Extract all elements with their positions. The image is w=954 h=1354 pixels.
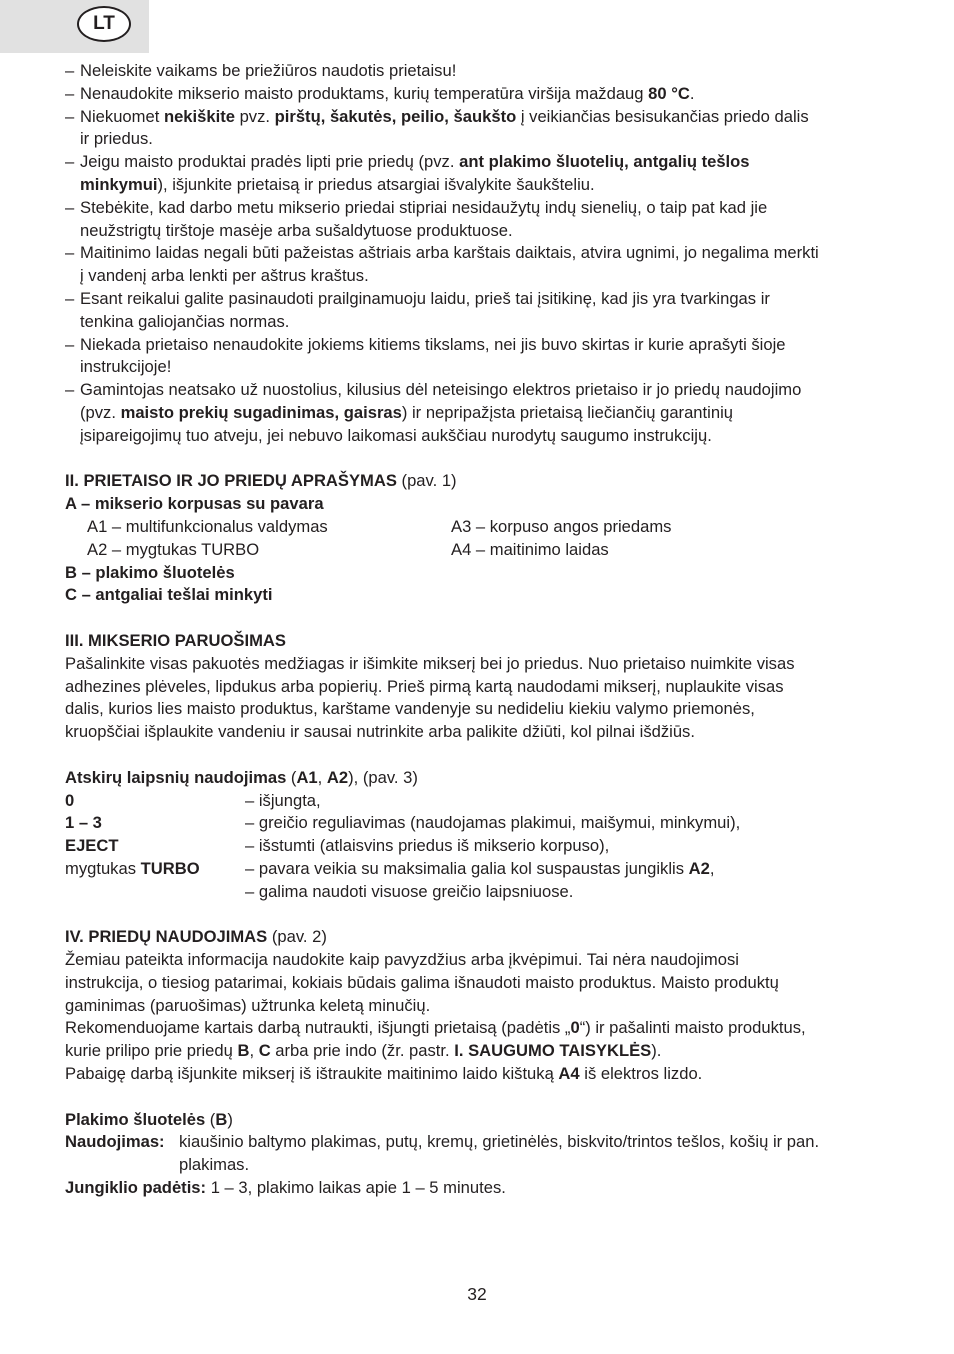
part-a1: A1 – multifunkcionalus valdymas bbox=[87, 516, 328, 536]
speed-desc-continued: – galima naudoti visuose greičio laipsniuose. bbox=[245, 881, 574, 901]
bullet-line: ir priedus. bbox=[80, 129, 153, 149]
part-a4: A4 – maitinimo laidas bbox=[451, 539, 609, 559]
whisk-title: Plakimo šluotelės (B) bbox=[65, 1109, 233, 1129]
speed-label: 1 – 3 bbox=[65, 813, 102, 833]
speed-label: EJECT bbox=[65, 836, 119, 856]
parts-row-2 bbox=[65, 539, 895, 562]
speed-desc: – pavara veikia su maksimalia galia kol suspaustas jungiklis A2, bbox=[245, 858, 715, 878]
safety-bullet-item bbox=[65, 334, 895, 380]
usage-label: Naudojimas: bbox=[65, 1132, 165, 1152]
bullet-line: į vandenį arba lenkti per aštrus kraštus. bbox=[80, 266, 369, 286]
speed-row-eject bbox=[65, 835, 895, 858]
section-iv-title: IV. PRIEDŲ NAUDOJIMAS (pav. 2) bbox=[65, 927, 327, 947]
bullet-line: įsipareigojimų tuo atveju, jei nebuvo laikomasi aukščiau nurodytų saugumo instrukcijų. bbox=[80, 425, 712, 445]
bullet-line: Esant reikalui galite pasinaudoti prailginamuoju laidu, prieš tai įsitikinę, kad jis yra tvarkingas ir bbox=[80, 288, 770, 308]
part-a3: A3 – korpuso angos priedams bbox=[451, 516, 672, 536]
whisk-switch-position: Jungiklio padėtis: 1 – 3, plakimo laikas apie 1 – 5 minutes. bbox=[65, 1178, 506, 1198]
section-iii-line: Pašalinkite visas pakuotės medžiagas ir išimkite mikserį bei jo priedus. Nuo prietaiso nuimkite visas bbox=[65, 653, 795, 673]
bullet-line: tenkina galiojančias normas. bbox=[80, 311, 290, 331]
parts-row-1 bbox=[65, 516, 895, 539]
bullet-line: Nenaudokite mikserio maisto produktams, kurių temperatūra viršija maždaug 80 °C. bbox=[80, 83, 695, 103]
safety-bullet-item bbox=[65, 83, 895, 106]
bullet-line: Niekuomet nekiškite pvz. pirštų, šakutės, peilio, šaukšto į veikiančias besisukančias priedo dalis bbox=[80, 106, 809, 126]
section-iii-line: adhezines plėveles, lipdukus arba popierių. Prieš pirmą kartą naudodami mikserį, nuplaukite visas bbox=[65, 676, 784, 696]
part-a-label: A – mikserio korpusas su pavara bbox=[65, 494, 324, 514]
dash-bullet-icon: – bbox=[65, 243, 75, 263]
safety-bullet-list bbox=[65, 60, 895, 448]
safety-bullet-item bbox=[65, 60, 895, 83]
dash-bullet-icon: – bbox=[65, 380, 75, 400]
safety-bullet-item bbox=[65, 242, 895, 288]
part-a2: A2 – mygtukas TURBO bbox=[87, 539, 260, 559]
speed-row-1-3 bbox=[65, 812, 895, 835]
dash-bullet-icon: – bbox=[65, 334, 75, 354]
bullet-line: Jeigu maisto produktai pradės lipti prie priedų (pvz. ant plakimo šluotelių, antgalių tešlos bbox=[80, 152, 750, 172]
safety-bullet-item bbox=[65, 288, 895, 334]
page-content bbox=[65, 60, 895, 1200]
section-iv-line: gaminimas (paruošimas) užtrunka keletą minučių. bbox=[65, 995, 431, 1015]
section-iv-line: Pabaigę darbą išjunkite mikserį iš ištraukite maitinimo laido kištuką A4 iš elektros lizdo. bbox=[65, 1064, 703, 1084]
dash-bullet-icon: – bbox=[65, 288, 75, 308]
speed-label: mygtukas TURBO bbox=[65, 858, 200, 878]
safety-bullet-item bbox=[65, 379, 895, 447]
section-ii-title: II. PRIETAISO IR JO PRIEDŲ APRAŠYMAS (pav. 1) bbox=[65, 471, 457, 491]
language-badge: LT bbox=[77, 6, 131, 42]
section-iii-line: dalis, kurios lies maisto produktus, karštame vandenyje su nedideliu kiekiu valymo priemonės, bbox=[65, 699, 755, 719]
speed-row-0 bbox=[65, 790, 895, 813]
bullet-line: neužstrigtų tirštoje masėje arba sušaldytuose produktuose. bbox=[80, 220, 513, 240]
bullet-line: Gamintojas neatsako už nuostolius, kilusius dėl neteisingo elektros prietaiso ir jo priedų naudojimo bbox=[80, 380, 802, 400]
bullet-line: Neleiskite vaikams be priežiūros naudotis prietaisu! bbox=[80, 61, 457, 80]
bullet-line: Maitinimo laidas negali būti pažeistas aštriais arba karštais daiktais, atvira ugnimi, jo negalima merkti bbox=[80, 243, 819, 263]
dash-bullet-icon: – bbox=[65, 152, 75, 172]
part-b-label: B – plakimo šluotelės bbox=[65, 562, 235, 582]
part-c-label: C – antgaliai tešlai minkyti bbox=[65, 585, 273, 605]
section-iv-line: Žemiau pateikta informacija naudokite kaip pavyzdžius arba įkvėpimui. Tai nėra naudojimosi bbox=[65, 950, 739, 970]
bullet-line: instrukcijoje! bbox=[80, 357, 172, 377]
speed-label: 0 bbox=[65, 790, 75, 810]
speed-row-turbo bbox=[65, 858, 895, 881]
section-iii-title: III. MIKSERIO PARUOŠIMAS bbox=[65, 630, 286, 650]
section-iii-line: kruopščiai išplaukite vandeniu ir sausai nutrinkite arba palikite džiūti, kol pilnai išdžiūs. bbox=[65, 722, 695, 742]
section-iv-line: kurie prilipo prie priedų B, C arba prie indo (žr. pastr. I. SAUGUMO TAISYKLĖS). bbox=[65, 1041, 662, 1061]
language-tab bbox=[0, 0, 149, 53]
page-number: 32 bbox=[467, 1284, 487, 1304]
bullet-line: Stebėkite, kad darbo metu mikserio priedai stipriai nesidaužytų indų sienelių, o taip pat kad jie bbox=[80, 197, 768, 217]
section-iv-line: Rekomenduojame kartais darbą nutraukti, išjungti prietaisą (padėtis „0“) ir pašalinti maisto produktus, bbox=[65, 1018, 806, 1038]
speed-desc: – išjungta, bbox=[245, 790, 321, 810]
bullet-line: minkymui), išjunkite prietaisą ir priedus atsargiai išvalykite šaukšteliu. bbox=[80, 174, 595, 194]
speeds-title: Atskirų laipsnių naudojimas (A1, A2), (pav. 3) bbox=[65, 767, 418, 787]
usage-text-continued: plakimas. bbox=[179, 1155, 250, 1175]
dash-bullet-icon: – bbox=[65, 106, 75, 126]
safety-bullet-item bbox=[65, 197, 895, 243]
bullet-line: (pvz. maisto prekių sugadinimas, gaisras) ir nepripažįsta prietaisą liečiančių garantinių bbox=[80, 402, 733, 422]
whisk-usage bbox=[65, 1131, 895, 1154]
bullet-line: Niekada prietaiso nenaudokite jokiems kitiems tikslams, nei jis buvo skirtas ir kurie aprašyti šioje bbox=[80, 334, 786, 354]
usage-text: kiaušinio baltymo plakimas, putų, kremų, grietinėlės, biskvito/trintos tešlos, košių ir pan. bbox=[179, 1132, 820, 1152]
speed-desc: – greičio reguliavimas (naudojamas plakimui, maišymui, minkymui), bbox=[245, 813, 741, 833]
dash-bullet-icon: – bbox=[65, 61, 75, 80]
safety-bullet-item bbox=[65, 151, 895, 197]
section-iv-line: instrukcija, o tiesiog patarimai, kokiais būdais galima išnaudoti maisto produktus. Maisto produktų bbox=[65, 972, 779, 992]
dash-bullet-icon: – bbox=[65, 197, 75, 217]
speed-desc: – išstumti (atlaisvins priedus iš mikserio korpuso), bbox=[245, 836, 610, 856]
dash-bullet-icon: – bbox=[65, 83, 75, 103]
safety-bullet-item bbox=[65, 106, 895, 152]
